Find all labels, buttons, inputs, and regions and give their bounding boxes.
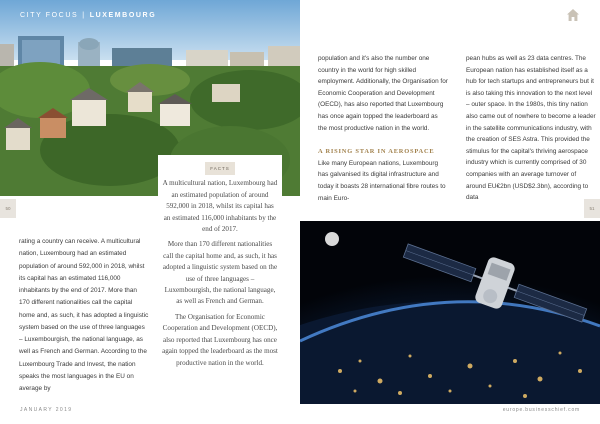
running-head (20, 12, 156, 19)
right-col-a-text-1: population and it's also the number one country in the world for high skilled employment. Additionally, the Organisation for Economic Cooperation and Development (OECD), has also reported that Luxembourg has once again topped the leaderboard as the most productive nation in the world. (318, 55, 448, 132)
right-column-b: pean hubs as well as 23 data centres. The European nation has established itself as a hub for tech startups and entrepreneurs but it is also taking this innovation to the next level – outer space. In the 1980s, this tiny nation also came out of nowhere to become a leader in the satellite communications industry, with the creation of SES Astra. This provided the stimulus for the capital's thriving aerospace industry which is currently comprised of 30 companies with an average turnover of around EU€2bn (USD$2.3bn), according to data (466, 55, 596, 202)
home-icon[interactable] (566, 8, 580, 22)
facts-box (158, 155, 282, 395)
left-body-text: rating a country can receive. A multicultural nation, Luxembourg had an estimated population of around 592,000 in 2018, whilst its capital has an estimated 116,000 inhabitants by the end of 2017. More than 170 different nationalities call the capital home and, as such, it has adopted a linguistic system based on the use of three languages – Luxembourgish, the national language, as well as French and German. According to the Luxembourg Trade and Invest, the nation speaks the most languages in the EU on average by (19, 238, 149, 392)
facts-label: FACTS (205, 162, 235, 175)
footer-url[interactable]: europe.businesschief.com (502, 407, 580, 413)
facts-paragraph: More than 170 different nationalities call the capital home and, as such, it has adopted a linguistic system based on the use of three languages – Luxembourgish, the national language, as well as French and German. (162, 240, 278, 306)
running-head-prefix: CITY FOCUS (20, 12, 79, 19)
running-head-separator: | (82, 12, 86, 19)
satellite-earth-photo (300, 221, 600, 404)
right-column-a (318, 53, 448, 204)
page-number-right: 51 (584, 199, 600, 218)
footer-date: JANUARY 2019 (20, 407, 73, 413)
page-number-left: 50 (0, 199, 16, 218)
running-head-section: LUXEMBOURG (89, 12, 157, 19)
facts-paragraph: The Organisation for Economic Cooperation and Development (OECD), also reported that Luxembourg has once again topped the leaderboard as the most productive nation in the world. (162, 312, 278, 367)
facts-paragraph: A multicultural nation, Luxembourg had an estimated population of around 592,000 in 2018, whilst its capital has an estimated 116,000 inhabitants by the end of 2017. (162, 179, 278, 234)
right-col-a-text-2: Like many European nations, Luxembourg has galvanised its digital infrastructure and today it boasts 28 international fibre routes to main Euro- (318, 159, 446, 202)
section-subhead: A RISING STAR IN AEROSPACE (318, 148, 435, 156)
